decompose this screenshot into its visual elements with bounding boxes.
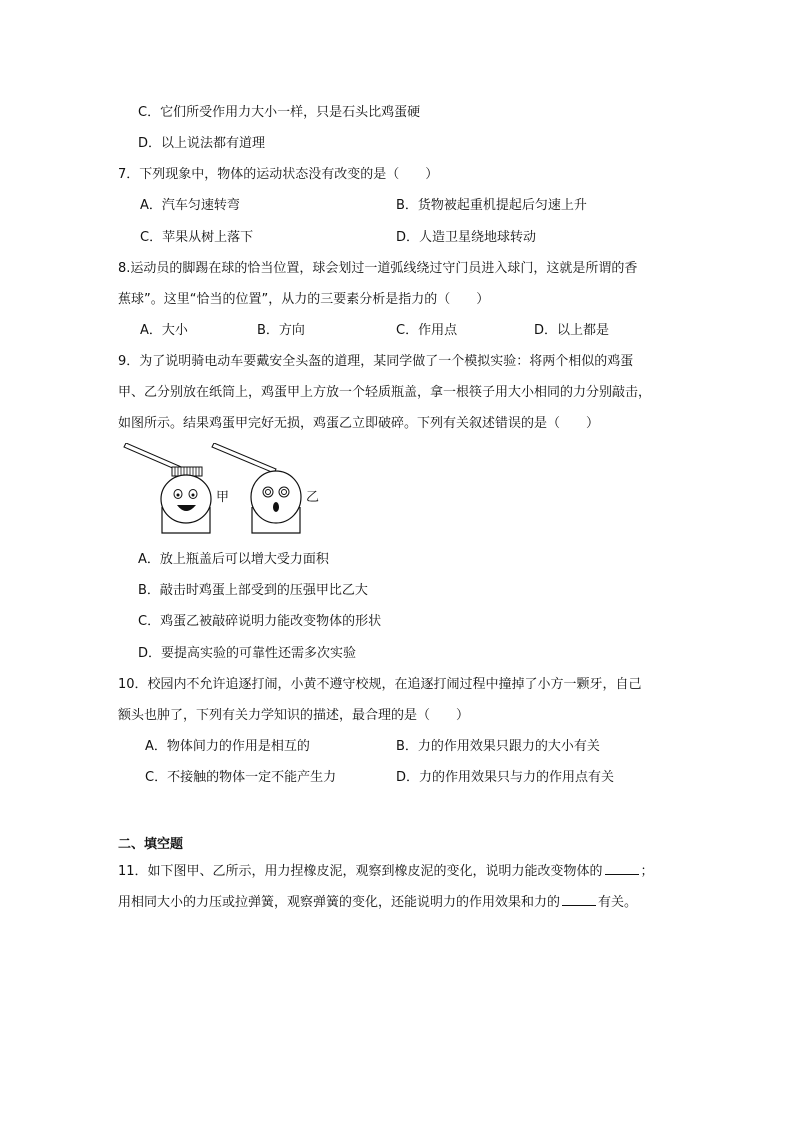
figure-label-yi: 乙 <box>306 490 320 505</box>
q8-stem-line1: 8.运动员的脚踢在球的恰当位置，球会划过一道弧线绕过守门员进入球门，这就是所谓的香 <box>118 261 638 276</box>
q10-stem-line2: 额头也肿了，下列有关力学知识的描述，最合理的是（ ） <box>118 708 470 723</box>
q7-stem: 7．下列现象中，物体的运动状态没有改变的是（ ） <box>118 167 439 182</box>
q8-option-d: D．以上都是 <box>534 323 610 338</box>
q11-line2 <box>118 893 637 912</box>
q10-option-a: A．物体间力的作用是相互的 <box>145 739 310 754</box>
q11-line2-text: 用相同大小的力压或拉弹簧，观察弹簧的变化，还能说明力的作用效果和力的 <box>118 895 561 910</box>
figure-label-jia: 甲 <box>216 490 230 505</box>
chopstick-yi <box>212 443 276 473</box>
q11-line1 <box>118 862 654 881</box>
section-heading-fill-in: 二、填空题 <box>118 837 184 852</box>
q9-stem-line1: 9．为了说明骑电动车要戴安全头盔的道理，某同学做了一个模拟实验：将两个相似的鸡蛋 <box>118 354 634 369</box>
q6-option-d: D．以上说法都有道理 <box>138 136 266 151</box>
q11-line1-text: 11．如下图甲、乙所示，用力捏橡皮泥，观察到橡皮泥的变化，说明力能改变物体的 <box>118 864 603 879</box>
q11-blank-2[interactable] <box>562 893 596 906</box>
q7-option-d: D．人造卫星绕地球转动 <box>396 230 537 245</box>
q9-option-a: A．放上瓶盖后可以增大受力面积 <box>138 552 329 567</box>
egg-jia-group <box>124 443 211 533</box>
q9-option-c: C．鸡蛋乙被敲碎说明力能改变物体的形状 <box>138 614 382 629</box>
q8-option-b: B．方向 <box>257 323 305 338</box>
q7-option-a: A．汽车匀速转弯 <box>140 198 240 213</box>
q9-option-b: B．敲击时鸡蛋上部受到的压强甲比乙大 <box>138 583 368 598</box>
egg-yi-group <box>212 443 301 533</box>
q11-blank-1[interactable] <box>605 862 639 875</box>
q9-stem-line3: 如图所示。结果鸡蛋甲完好无损，鸡蛋乙立即破碎。下列有关叙述错误的是（ ） <box>118 416 600 431</box>
egg-experiment-figure <box>120 443 340 539</box>
q6-option-c: C．它们所受作用力大小一样，只是石头比鸡蛋硬 <box>138 105 421 120</box>
egg-experiment-illustration <box>120 443 340 539</box>
q8-option-a: A．大小 <box>140 323 188 338</box>
q10-option-c: C．不接触的物体一定不能产生力 <box>145 770 337 785</box>
egg-yi <box>251 471 301 523</box>
q9-option-d: D．要提高实验的可靠性还需多次实验 <box>138 646 357 661</box>
q8-stem-line2: 蕉球”。这里“恰当的位置”，从力的三要素分析是指力的（ ） <box>118 292 490 307</box>
q7-option-c: C．苹果从树上落下 <box>140 230 254 245</box>
q10-option-b: B．力的作用效果只跟力的大小有关 <box>396 739 600 754</box>
q10-option-d: D．力的作用效果只与力的作用点有关 <box>396 770 615 785</box>
q7-option-b: B．货物被起重机提起后匀速上升 <box>396 198 587 213</box>
q10-stem-line1: 10．校园内不允许追逐打闹，小黄不遵守校规，在追逐打闹过程中撞掉了小方一颗牙，自己 <box>118 677 642 692</box>
q9-stem-line2: 甲、乙分别放在纸筒上，鸡蛋甲上方放一个轻质瓶盖，拿一根筷子用大小相同的力分别敲击， <box>118 385 652 400</box>
q11-line1-end: ； <box>640 864 654 879</box>
egg-jia <box>161 475 211 523</box>
q11-line2-end: 有关。 <box>598 895 638 910</box>
q8-option-c: C．作用点 <box>396 323 458 338</box>
